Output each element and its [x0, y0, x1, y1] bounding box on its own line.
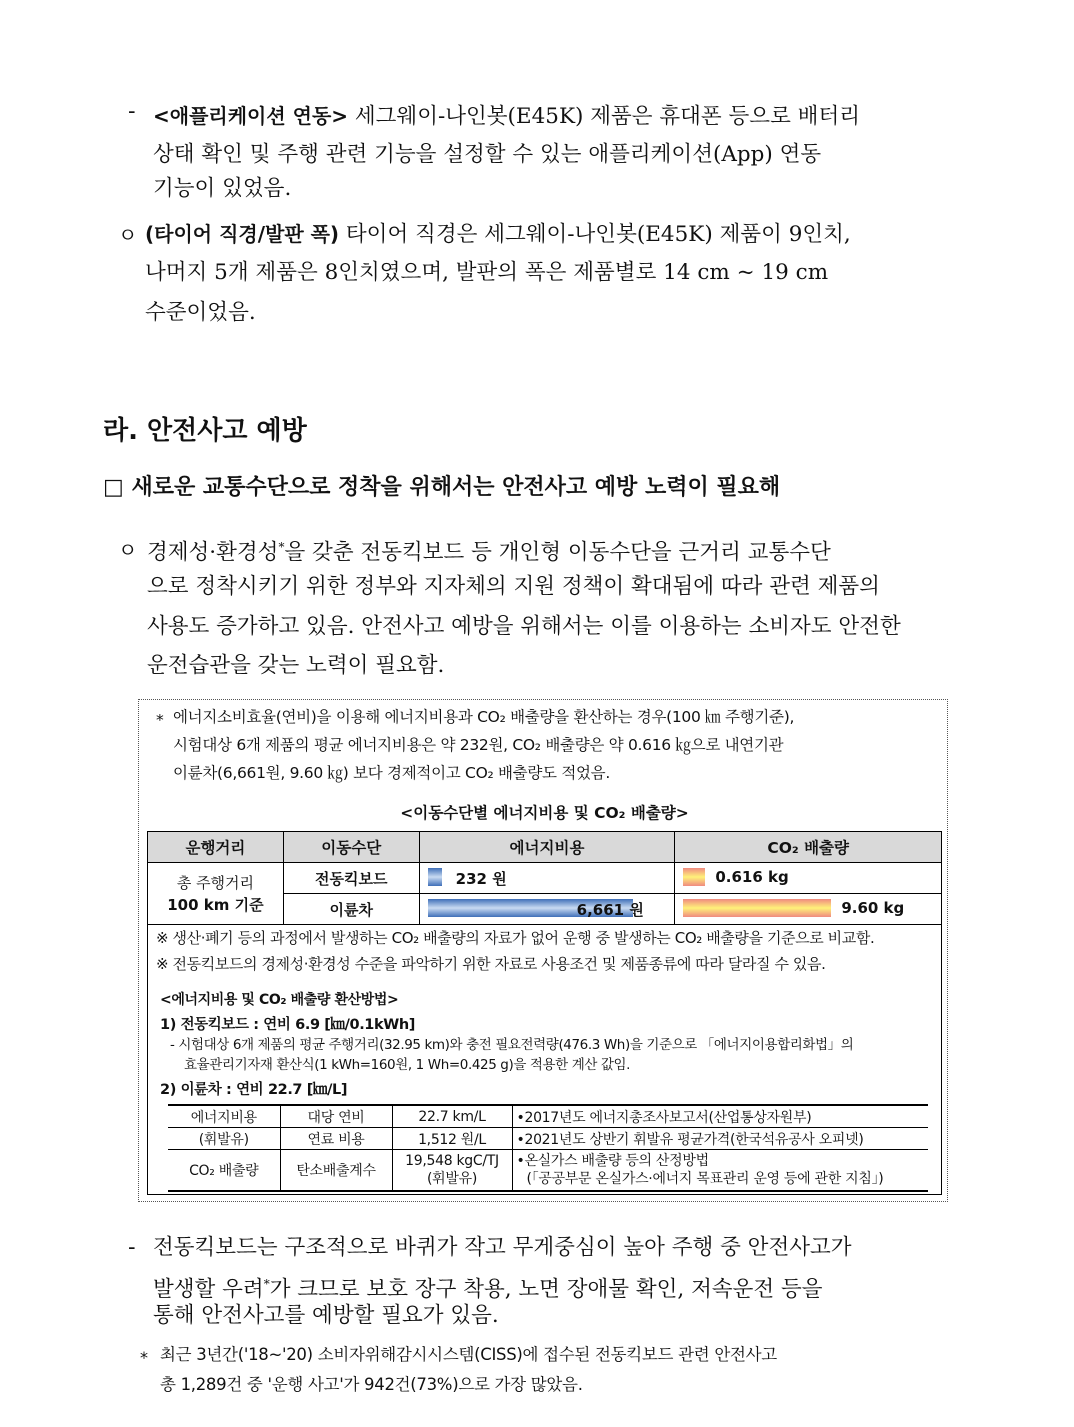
co2-bar — [683, 868, 705, 886]
table-row — [168, 1150, 928, 1192]
co2-bar — [683, 899, 831, 917]
text-line: 가 크므로 보호 장구 착용, 노면 장애물 확인, 저속운전 등을 — [269, 1277, 823, 1303]
text-line: 경제성·환경성 — [147, 540, 279, 566]
headline: □ 새로운 교통수단으로 정착을 위해서는 안전사고 예방 노력이 필요해 — [103, 475, 781, 500]
conv-cell: CO₂ 배출량 — [168, 1150, 280, 1192]
conv-cell — [392, 1150, 512, 1192]
distance-line: 총 주행거리 — [176, 873, 255, 892]
conv-cell: 22.7 km/L — [392, 1105, 512, 1128]
table-row — [148, 863, 942, 894]
conv-value: 19,548 kgC/TJ — [405, 1153, 499, 1169]
asterisk: * — [263, 1277, 270, 1291]
conv-source: •온실가스 배출량 등의 산정방법 — [516, 1153, 709, 1169]
conv-cell — [512, 1150, 928, 1192]
header-vehicle: 이동수단 — [283, 832, 419, 863]
dash-bullet: - — [128, 1235, 136, 1259]
conv-value: (휘발유) — [427, 1171, 477, 1187]
conv-cell: 대당 연비 — [280, 1105, 392, 1128]
conv-cell: (휘발유) — [168, 1128, 280, 1150]
co2-label: 0.616 kg — [715, 868, 789, 886]
distance-cell — [148, 863, 284, 925]
footnote-line: 총 1,289건 중 '운행 사고'가 942건(73%)으로 가장 많았음. — [160, 1375, 583, 1394]
section-title: 라. 안전사고 예방 — [103, 416, 307, 446]
method-line: - 시험대상 6개 제품의 평균 주행거리(32.95 km)와 충전 필요전력량(476.3 Wh)을 기준으로 「에너지이용합리화법」의 — [170, 1037, 854, 1053]
circle-bullet: ㅇ — [118, 538, 138, 562]
co2-bar-cell — [675, 863, 942, 894]
method-item-title: 1) 전동킥보드 : 연비 6.9 [㎞/0.1kWh] — [160, 1017, 415, 1033]
energy-label: 232 원 — [455, 870, 507, 888]
conv-cell: •2017년도 에너지총조사보고서(산업통상자원부) — [512, 1105, 928, 1128]
conv-cell: 연료 비용 — [280, 1128, 392, 1150]
vehicle-cell: 전동킥보드 — [283, 863, 419, 894]
dash-bullet: - — [128, 99, 136, 123]
header-energy: 에너지비용 — [419, 832, 675, 863]
footnote-line: 최근 3년간('18~'20) 소비자위해감시시스템(CISS)에 접수된 전동킥보드 관련 안전사고 — [160, 1345, 777, 1364]
table-row — [168, 1128, 928, 1150]
vehicle-cell: 이륜차 — [283, 894, 419, 925]
method-item-title: 2) 이륜차 : 연비 22.7 [㎞/L] — [160, 1082, 348, 1098]
conv-cell: 에너지비용 — [168, 1105, 280, 1128]
comparison-table — [147, 831, 942, 925]
distance-line: 100 km 기준 — [167, 895, 264, 914]
bold-label: (타이어 직경/발판 폭) — [145, 222, 340, 246]
conv-cell: 1,512 원/L — [392, 1128, 512, 1150]
note-line: 이륜차(6,661원, 9.60 ㎏) 보다 경제적이고 CO₂ 배출량도 적었음. — [173, 764, 610, 782]
text-line: 상태 확인 및 주행 관련 기능을 설정할 수 있는 애플리케이션(App) 연동 — [153, 142, 822, 167]
text-line: 사용도 증가하고 있음. 안전사고 예방을 위해서는 이를 이용하는 소비자도 안전한 — [147, 614, 901, 639]
bold-label: <애플리케이션 연동> — [153, 104, 349, 128]
text-line: 나머지 5개 제품은 8인치였으며, 발판의 폭은 제품별로 14 cm ~ 19 cm — [145, 260, 829, 285]
text-line: 으로 정착시키기 위한 정부와 지자체의 지원 정책이 확대됨에 따라 관련 제품의 — [147, 574, 880, 599]
conv-cell: 탄소배출계수 — [280, 1150, 392, 1192]
table-title: <이동수단별 에너지비용 및 CO₂ 배출량> — [400, 804, 689, 822]
header-distance: 운행거리 — [148, 832, 284, 863]
conv-source: (「공공부문 온실가스·에너지 목표관리 운영 등에 관한 지침」) — [526, 1171, 884, 1187]
text-line: 타이어 직경은 세그웨이-나인봇(E45K) 제품이 9인치, — [339, 222, 851, 247]
text-line: 수준이었음. — [145, 300, 256, 325]
remark: ※ 생산·폐기 등의 과정에서 발생하는 CO₂ 배출량의 자료가 없어 운행 중 발생하는 CO₂ 배출량을 기준으로 비교함. — [156, 929, 875, 947]
text-line: 통해 안전사고를 예방할 필요가 있음. — [153, 1303, 499, 1328]
energy-label: 6,661 원 — [576, 901, 644, 919]
text-line: 발생할 우려 — [153, 1277, 264, 1303]
energy-bar-cell — [419, 863, 675, 894]
text-line: 세그웨이-나인봇(E45K) 제품은 휴대폰 등으로 배터리 — [348, 104, 860, 129]
table-header-row — [148, 832, 942, 863]
circle-bullet: ㅇ — [118, 223, 138, 247]
footnote-asterisk: * — [140, 1348, 148, 1367]
remark: ※ 전동킥보드의 경제성·환경성 수준을 파악하기 위한 자료로 사용조건 및 제품종류에 따라 달라질 수 있음. — [156, 955, 826, 973]
text-line: 운전습관을 갖는 노력이 필요함. — [147, 653, 445, 678]
header-co2: CO₂ 배출량 — [675, 832, 942, 863]
method-title: <에너지비용 및 CO₂ 배출량 환산방법> — [160, 992, 399, 1008]
text-line: 을 갖춘 전동킥보드 등 개인형 이동수단을 근거리 교통수단 — [284, 540, 831, 566]
conv-cell: •2021년도 상반기 휘발유 평균가격(한국석유공사 오피넷) — [512, 1128, 928, 1150]
asterisk: * — [278, 540, 285, 554]
note-line: 시험대상 6개 제품의 평균 에너지비용은 약 232원, CO₂ 배출량은 약 0.616 ㎏으로 내연기관 — [173, 736, 784, 754]
table-row — [168, 1105, 928, 1128]
note-asterisk: * — [156, 711, 164, 729]
method-line: 효율관리기자재 환산식(1 kWh=160원, 1 Wh=0.425 g)을 적용한 계산 값임. — [184, 1057, 631, 1073]
conversion-table — [168, 1104, 928, 1192]
text-line: 기능이 있었음. — [153, 176, 292, 201]
co2-label: 9.60 kg — [841, 899, 905, 917]
note-line: 에너지소비효율(연비)을 이용해 에너지비용과 CO₂ 배출량을 환산하는 경우(100 ㎞ 주행기준), — [173, 708, 795, 726]
energy-bar — [428, 868, 442, 886]
text-line: 전동킥보드는 구조적으로 바퀴가 작고 무게중심이 높아 주행 중 안전사고가 — [153, 1235, 852, 1260]
